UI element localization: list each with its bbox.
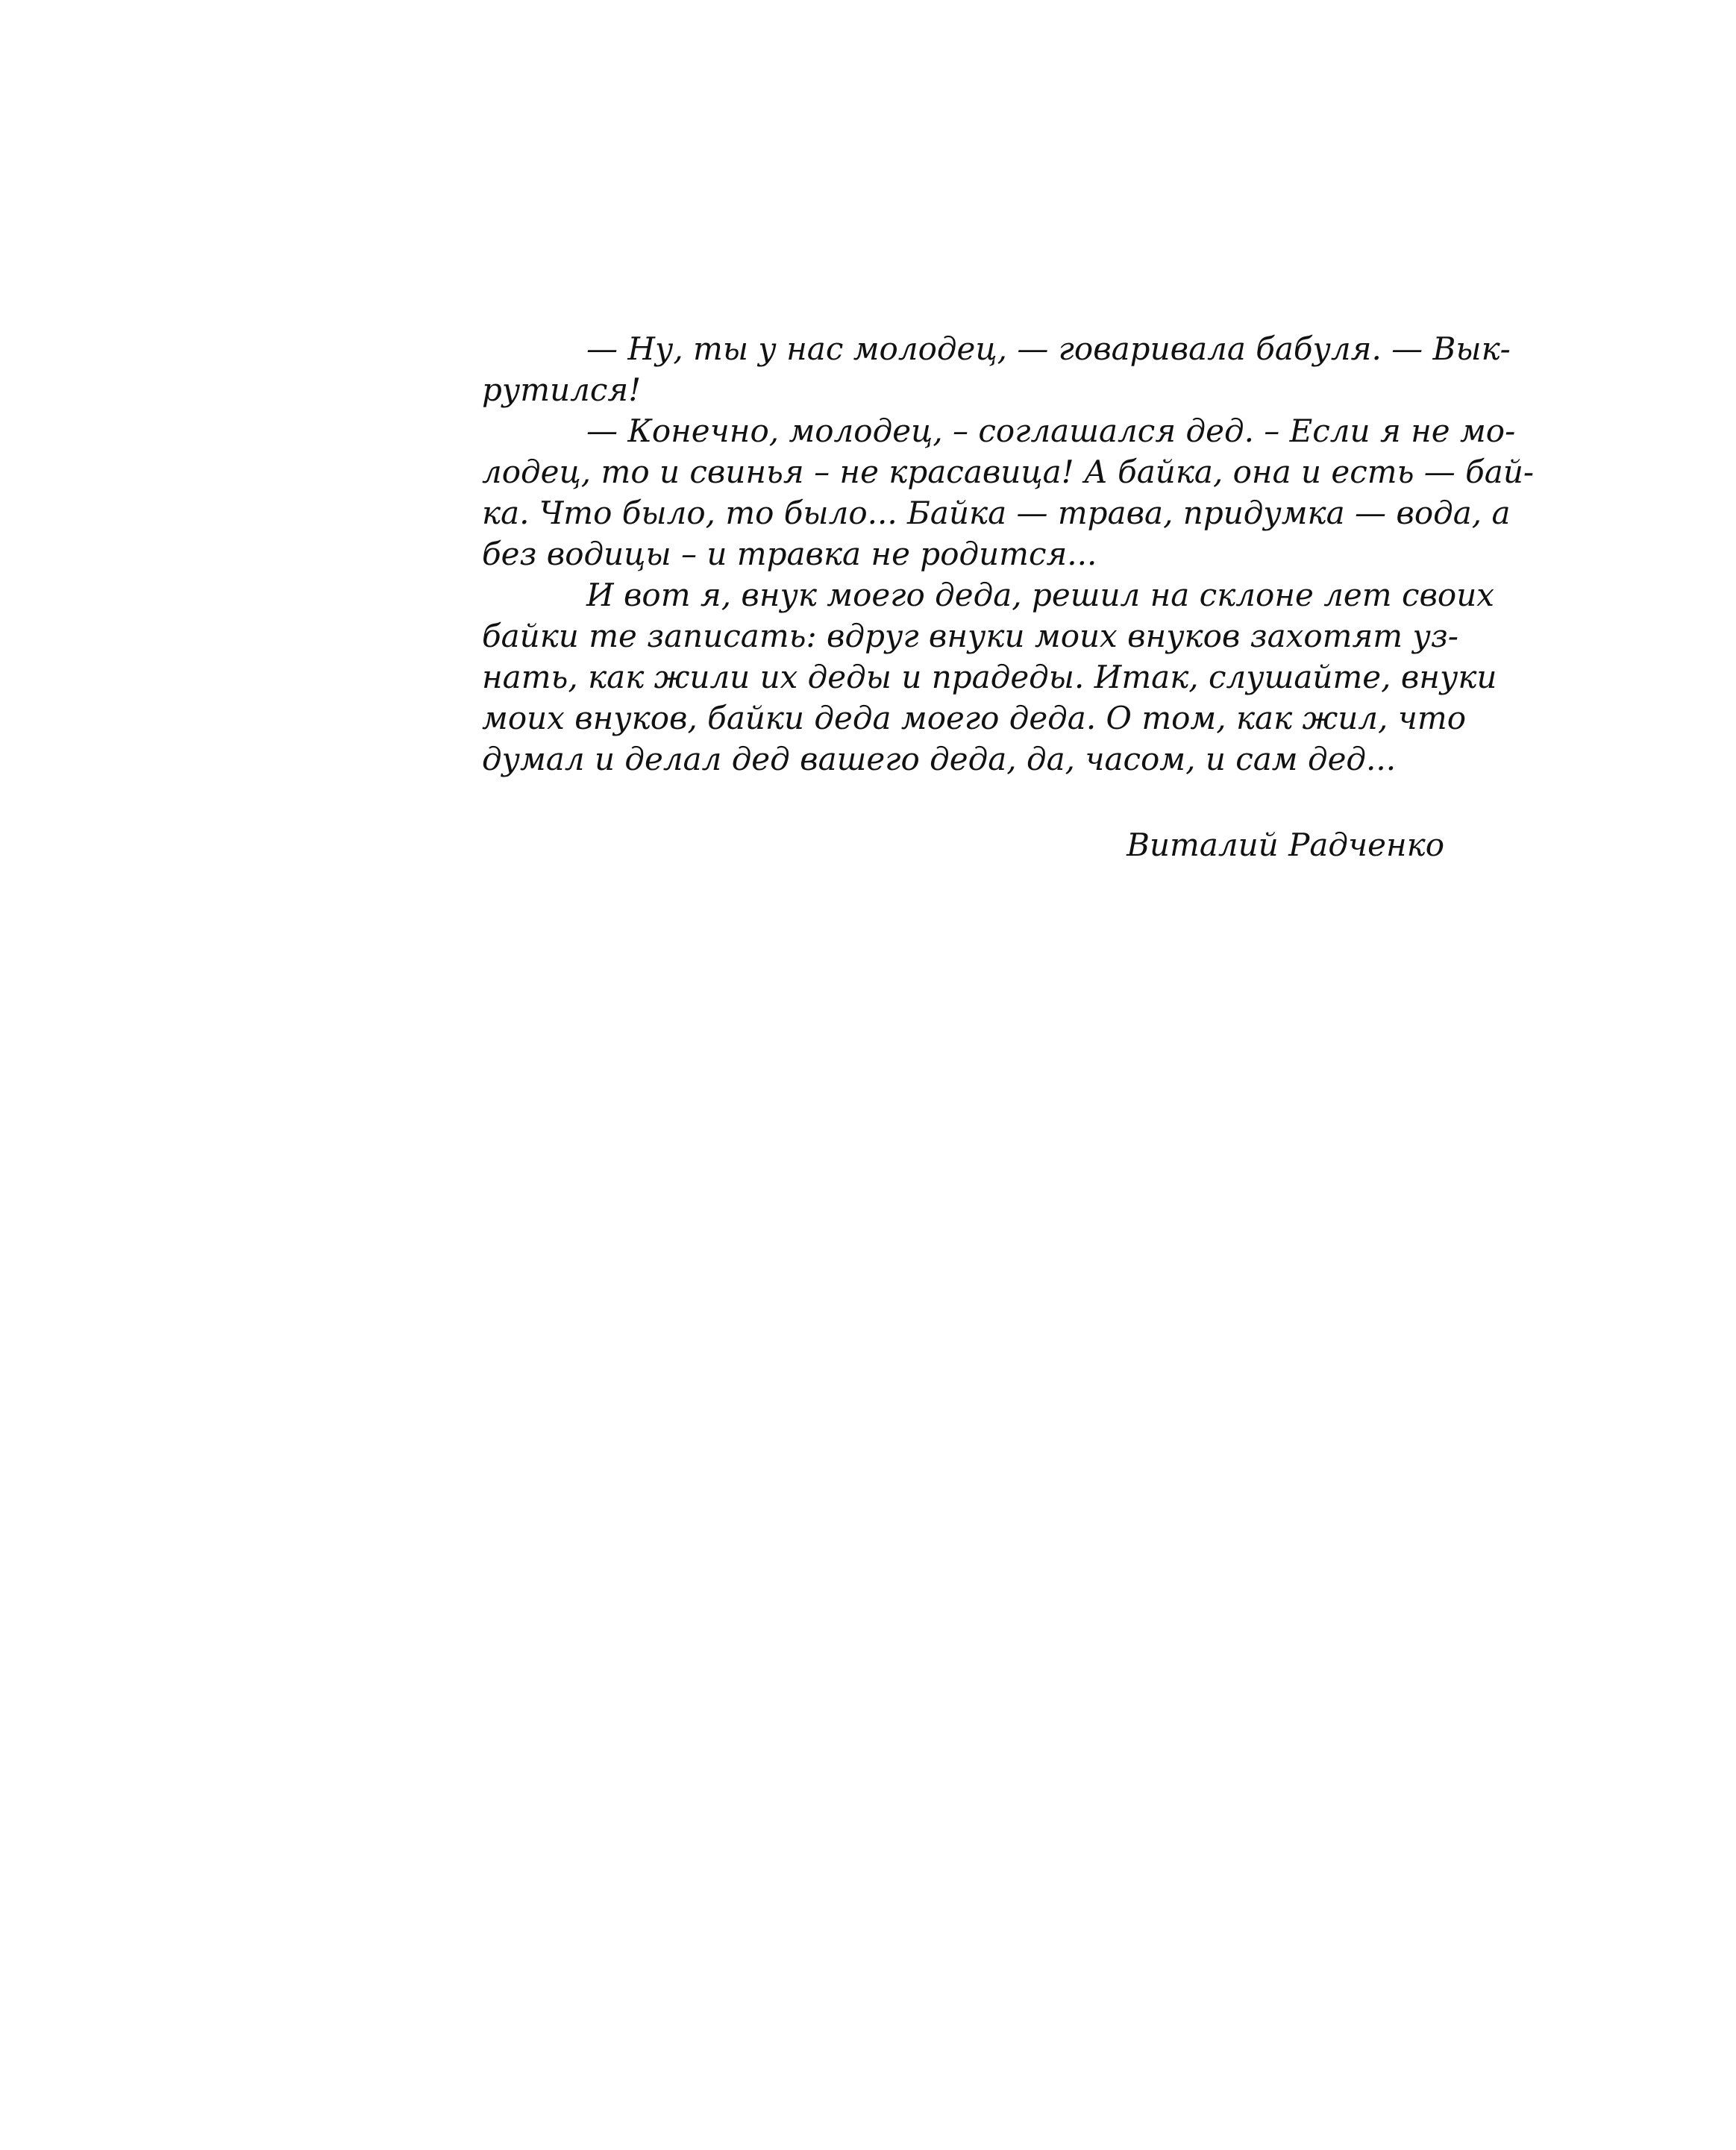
text-line: моих внуков, байки деда моего деда. О том, как жил, что [482, 700, 1466, 736]
text-line: — Конечно, молодец, – соглашался дед. – Если я не мо- [586, 413, 1516, 449]
text-line: ка. Что было, то было... Байка — трава, придумка — вода, а [482, 495, 1511, 531]
text-line: без водицы – и травка не родится... [482, 536, 1097, 572]
text-line: байки те записать: вдруг внуки моих внуков захотят уз- [482, 618, 1458, 654]
author-signature: Виталий Радченко [1126, 827, 1444, 863]
text-line: рутился! [482, 372, 642, 408]
text-line: думал и делал дед вашего деда, да, часом, и сам дед... [482, 741, 1397, 777]
text-line: нать, как жили их деды и прадеды. Итак, слушайте, внуки [482, 659, 1497, 695]
text-line: лодец, то и свинья – не красавица! А байка, она и есть — бай- [482, 454, 1535, 490]
text-line: И вот я, внук моего деда, решил на склоне лет своих [586, 577, 1494, 613]
text-line: — Ну, ты у нас молодец, — говаривала бабуля. — Вык- [586, 330, 1511, 367]
document-body [482, 328, 1535, 780]
